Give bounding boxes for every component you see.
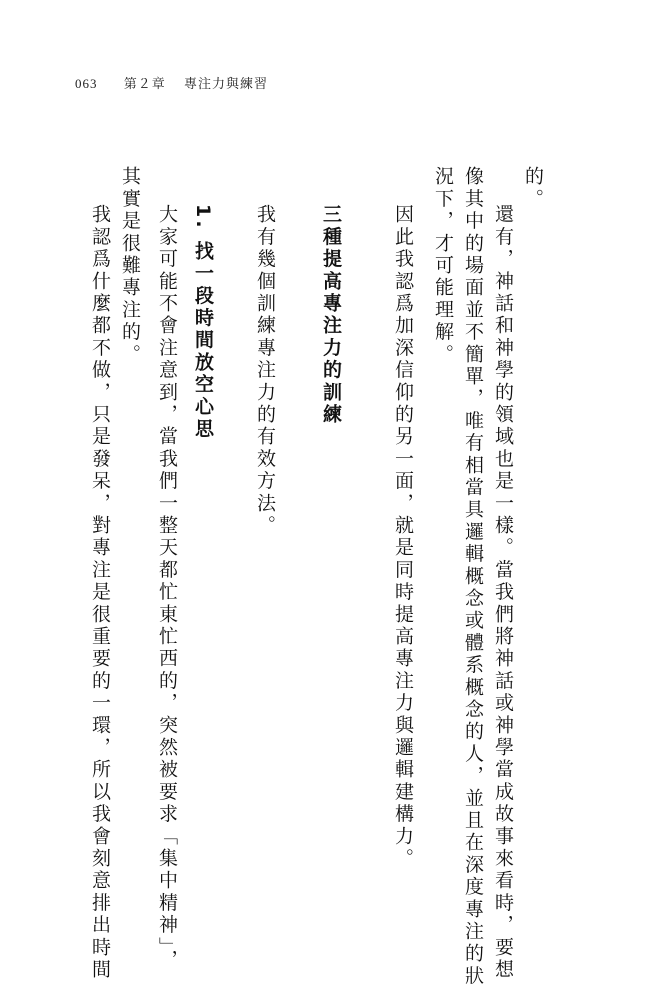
text-line: 像其中的場面並不簡單，唯有相當具邏輯概念或體系概念的人，並且在深度專注的狀 (462, 166, 484, 987)
text-line: 大家可能不會注意到，當我們一整天都忙東忙西的，突然被要求「集中精神」， (156, 204, 178, 972)
text-line: 其實是很難專注的。 (119, 166, 141, 366)
page-number: 063 (75, 76, 98, 91)
text-line: 因此我認爲加深信仰的另一面，就是同時提高專注力與邏輯建構力。 (392, 204, 414, 870)
section-heading: 三種提高專注力的訓練 (320, 204, 342, 426)
subsection-heading: 1. 找一段時間放空心思 (192, 204, 214, 441)
chapter-title: 專注力與練習 (184, 76, 269, 91)
text-line: 況下，才可能理解。 (432, 166, 454, 366)
running-header (75, 73, 268, 92)
text-line: 我有幾個訓練專注力的有效方法。 (254, 204, 276, 537)
text-line: 還有，神話和神學的領域也是一樣。當我們將神話或神學當成故事來看時，要想 (492, 204, 514, 981)
text-line: 的。 (522, 166, 544, 211)
chapter-number: 第２章 (123, 76, 166, 91)
text-line: 我認爲什麼都不做，只是發呆，對專注是很重要的一環，所以我會刻意排出時間 (89, 204, 111, 981)
